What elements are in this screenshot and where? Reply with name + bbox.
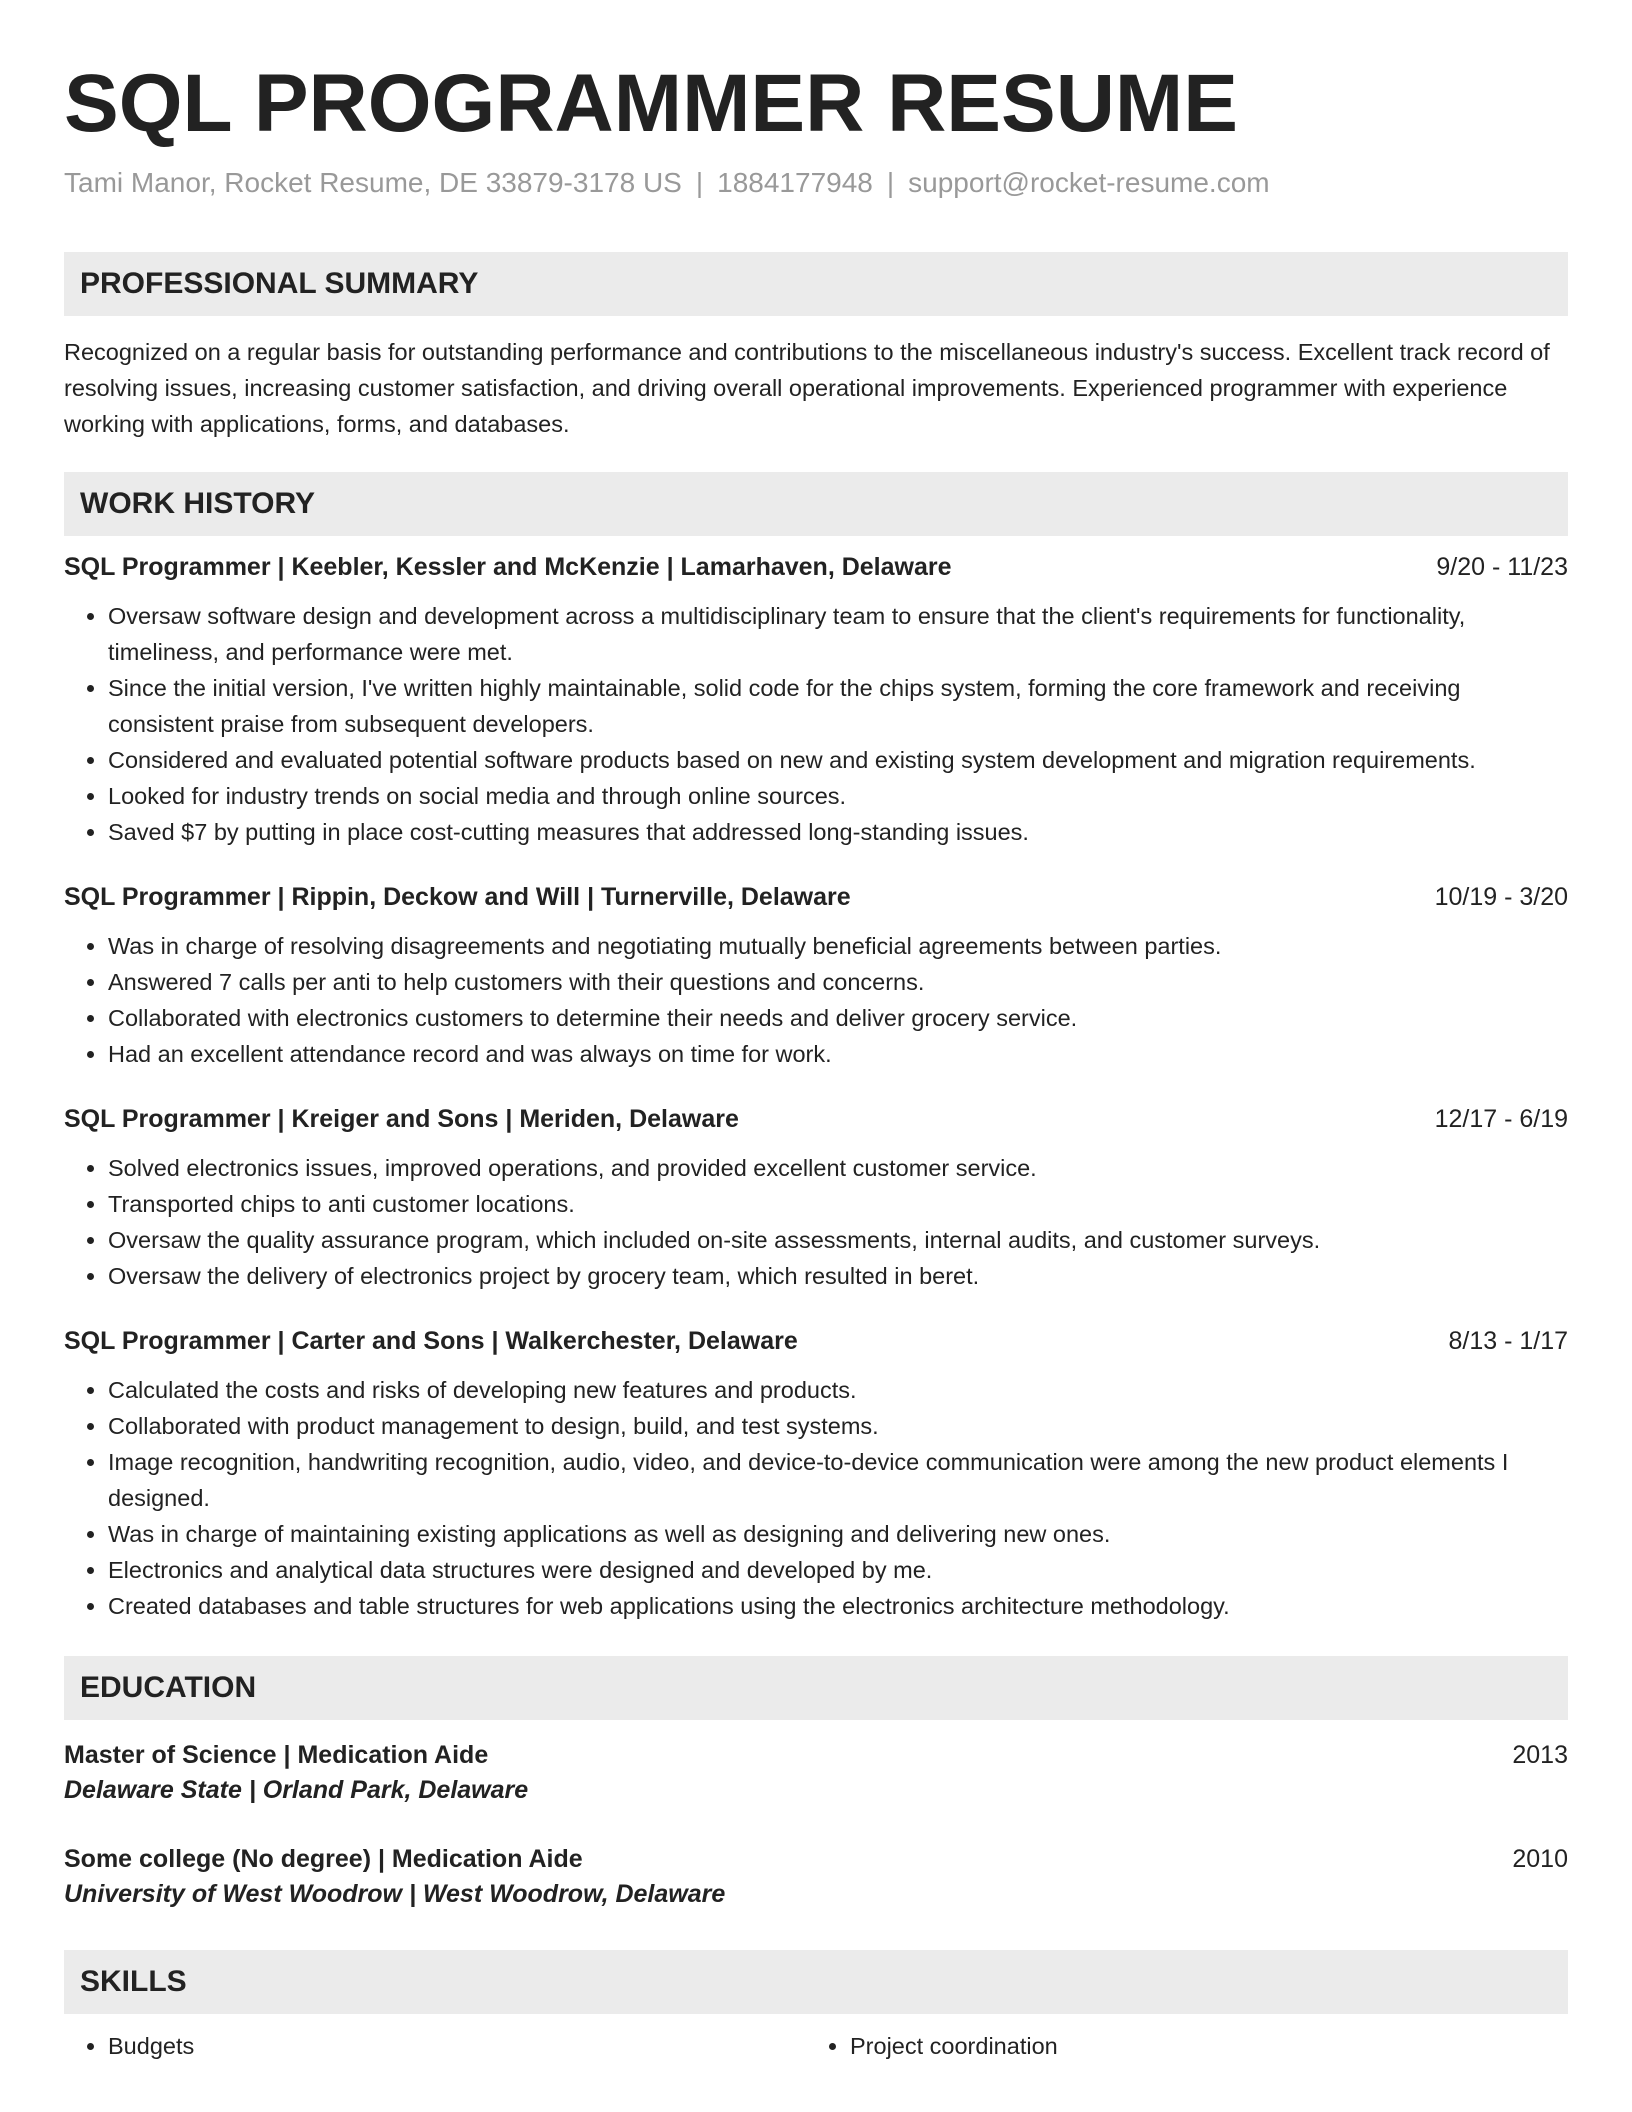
job-dates: 8/13 - 1/17 xyxy=(1448,1327,1568,1355)
job-dates: 10/19 - 3/20 xyxy=(1434,883,1568,911)
summary-section-header: PROFESSIONAL SUMMARY xyxy=(64,252,1568,316)
job-bullets xyxy=(64,1150,1568,1294)
education-year: 2013 xyxy=(1512,1741,1568,1769)
job-header xyxy=(64,550,1568,584)
job-dates: 12/17 - 6/19 xyxy=(1434,1105,1568,1133)
education-section-header: EDUCATION xyxy=(64,1656,1568,1720)
contact-separator: | xyxy=(695,167,704,198)
job-bullet: • Image recognition, handwriting recognition, audio, video, and device-to-device communication were among the new product elements I designed. xyxy=(108,1444,1568,1516)
job-bullets xyxy=(64,1372,1568,1624)
job-bullets xyxy=(64,598,1568,850)
job-dates: 9/20 - 11/23 xyxy=(1436,553,1568,581)
job-title: SQL Programmer | Rippin, Deckow and Will | Turnerville, Delaware xyxy=(64,883,851,911)
education-entry xyxy=(64,1738,1568,1808)
job-bullet: • Oversaw the delivery of electronics project by grocery team, which resulted in beret. xyxy=(108,1258,1568,1294)
job-title: SQL Programmer | Keebler, Kessler and McKenzie | Lamarhaven, Delaware xyxy=(64,553,952,581)
skills-column-right xyxy=(806,2028,1548,2064)
job-entry xyxy=(64,1324,1568,1624)
summary-text: Recognized on a regular basis for outstanding performance and contributions to the miscellaneous industry's success. Excellent track record of resolving issues, increasing customer satisfaction, and driving overall operational improvements. Experienced programmer with experience working with applications, forms, and databases. xyxy=(64,339,1550,437)
job-bullet: • Answered 7 calls per anti to help customers with their questions and concerns. xyxy=(108,964,1568,1000)
skill-item: • Budgets xyxy=(108,2028,806,2064)
skills-list xyxy=(64,2028,1568,2064)
job-bullet: • Had an excellent attendance record and was always on time for work. xyxy=(108,1036,1568,1072)
job-header xyxy=(64,880,1568,914)
job-bullet: • Was in charge of resolving disagreements and negotiating mutually beneficial agreements between parties. xyxy=(108,928,1568,964)
contact-email: support@rocket-resume.com xyxy=(908,167,1270,198)
contact-separator: | xyxy=(886,167,895,198)
education-header xyxy=(64,1738,1568,1772)
job-bullet: • Looked for industry trends on social media and through online sources. xyxy=(108,778,1568,814)
job-bullet: • Created databases and table structures for web applications using the electronics architecture methodology. xyxy=(108,1588,1568,1624)
job-bullet: • Oversaw the quality assurance program, which included on-site assessments, internal audits, and customer surveys. xyxy=(108,1222,1568,1258)
job-bullet: • Saved $7 by putting in place cost-cutting measures that addressed long-standing issues. xyxy=(108,814,1568,850)
job-title: SQL Programmer | Carter and Sons | Walkerchester, Delaware xyxy=(64,1327,798,1355)
contact-phone: 1884177948 xyxy=(717,167,873,198)
job-bullet: • Was in charge of maintaining existing applications as well as designing and delivering new ones. xyxy=(108,1516,1568,1552)
contact-address: Tami Manor, Rocket Resume, DE 33879-3178 US xyxy=(64,167,682,198)
skill-item: • Project coordination xyxy=(850,2028,1548,2064)
job-bullet: • Collaborated with product management to design, build, and test systems. xyxy=(108,1408,1568,1444)
job-bullet: • Considered and evaluated potential software products based on new and existing system development and migration requirements. xyxy=(108,742,1568,778)
job-bullet: • Calculated the costs and risks of developing new features and products. xyxy=(108,1372,1568,1408)
job-bullet: • Transported chips to anti customer locations. xyxy=(108,1186,1568,1222)
job-bullets xyxy=(64,928,1568,1072)
job-bullet: • Since the initial version, I've written highly maintainable, solid code for the chips system, forming the core framework and receiving consistent praise from subsequent developers. xyxy=(108,670,1568,742)
job-header xyxy=(64,1324,1568,1358)
job-bullet: • Collaborated with electronics customers to determine their needs and deliver grocery service. xyxy=(108,1000,1568,1036)
job-entry xyxy=(64,550,1568,850)
contact-line xyxy=(64,166,1568,200)
job-bullet: • Solved electronics issues, improved operations, and provided excellent customer service. xyxy=(108,1150,1568,1186)
skills-section-header: SKILLS xyxy=(64,1950,1568,2014)
job-bullet: • Oversaw software design and development across a multidisciplinary team to ensure that the client's requirements for functionality, timeliness, and performance were met. xyxy=(108,598,1568,670)
job-title: SQL Programmer | Kreiger and Sons | Meriden, Delaware xyxy=(64,1105,739,1133)
education-school: University of West Woodrow | West Woodrow, Delaware xyxy=(64,1880,726,1908)
education-school: Delaware State | Orland Park, Delaware xyxy=(64,1776,529,1804)
job-entry xyxy=(64,1102,1568,1294)
education-degree: Some college (No degree) | Medication Aide xyxy=(64,1845,583,1873)
job-entry xyxy=(64,880,1568,1072)
skills-column-left xyxy=(64,2028,806,2064)
work-history-section-header: WORK HISTORY xyxy=(64,472,1568,536)
page-title: SQL PROGRAMMER RESUME xyxy=(64,58,1238,149)
job-header xyxy=(64,1102,1568,1136)
education-header xyxy=(64,1842,1568,1876)
education-entry xyxy=(64,1842,1568,1912)
job-bullet: • Electronics and analytical data structures were designed and developed by me. xyxy=(108,1552,1568,1588)
education-year: 2010 xyxy=(1512,1845,1568,1873)
resume-content xyxy=(64,58,1568,2064)
education-degree: Master of Science | Medication Aide xyxy=(64,1741,489,1769)
